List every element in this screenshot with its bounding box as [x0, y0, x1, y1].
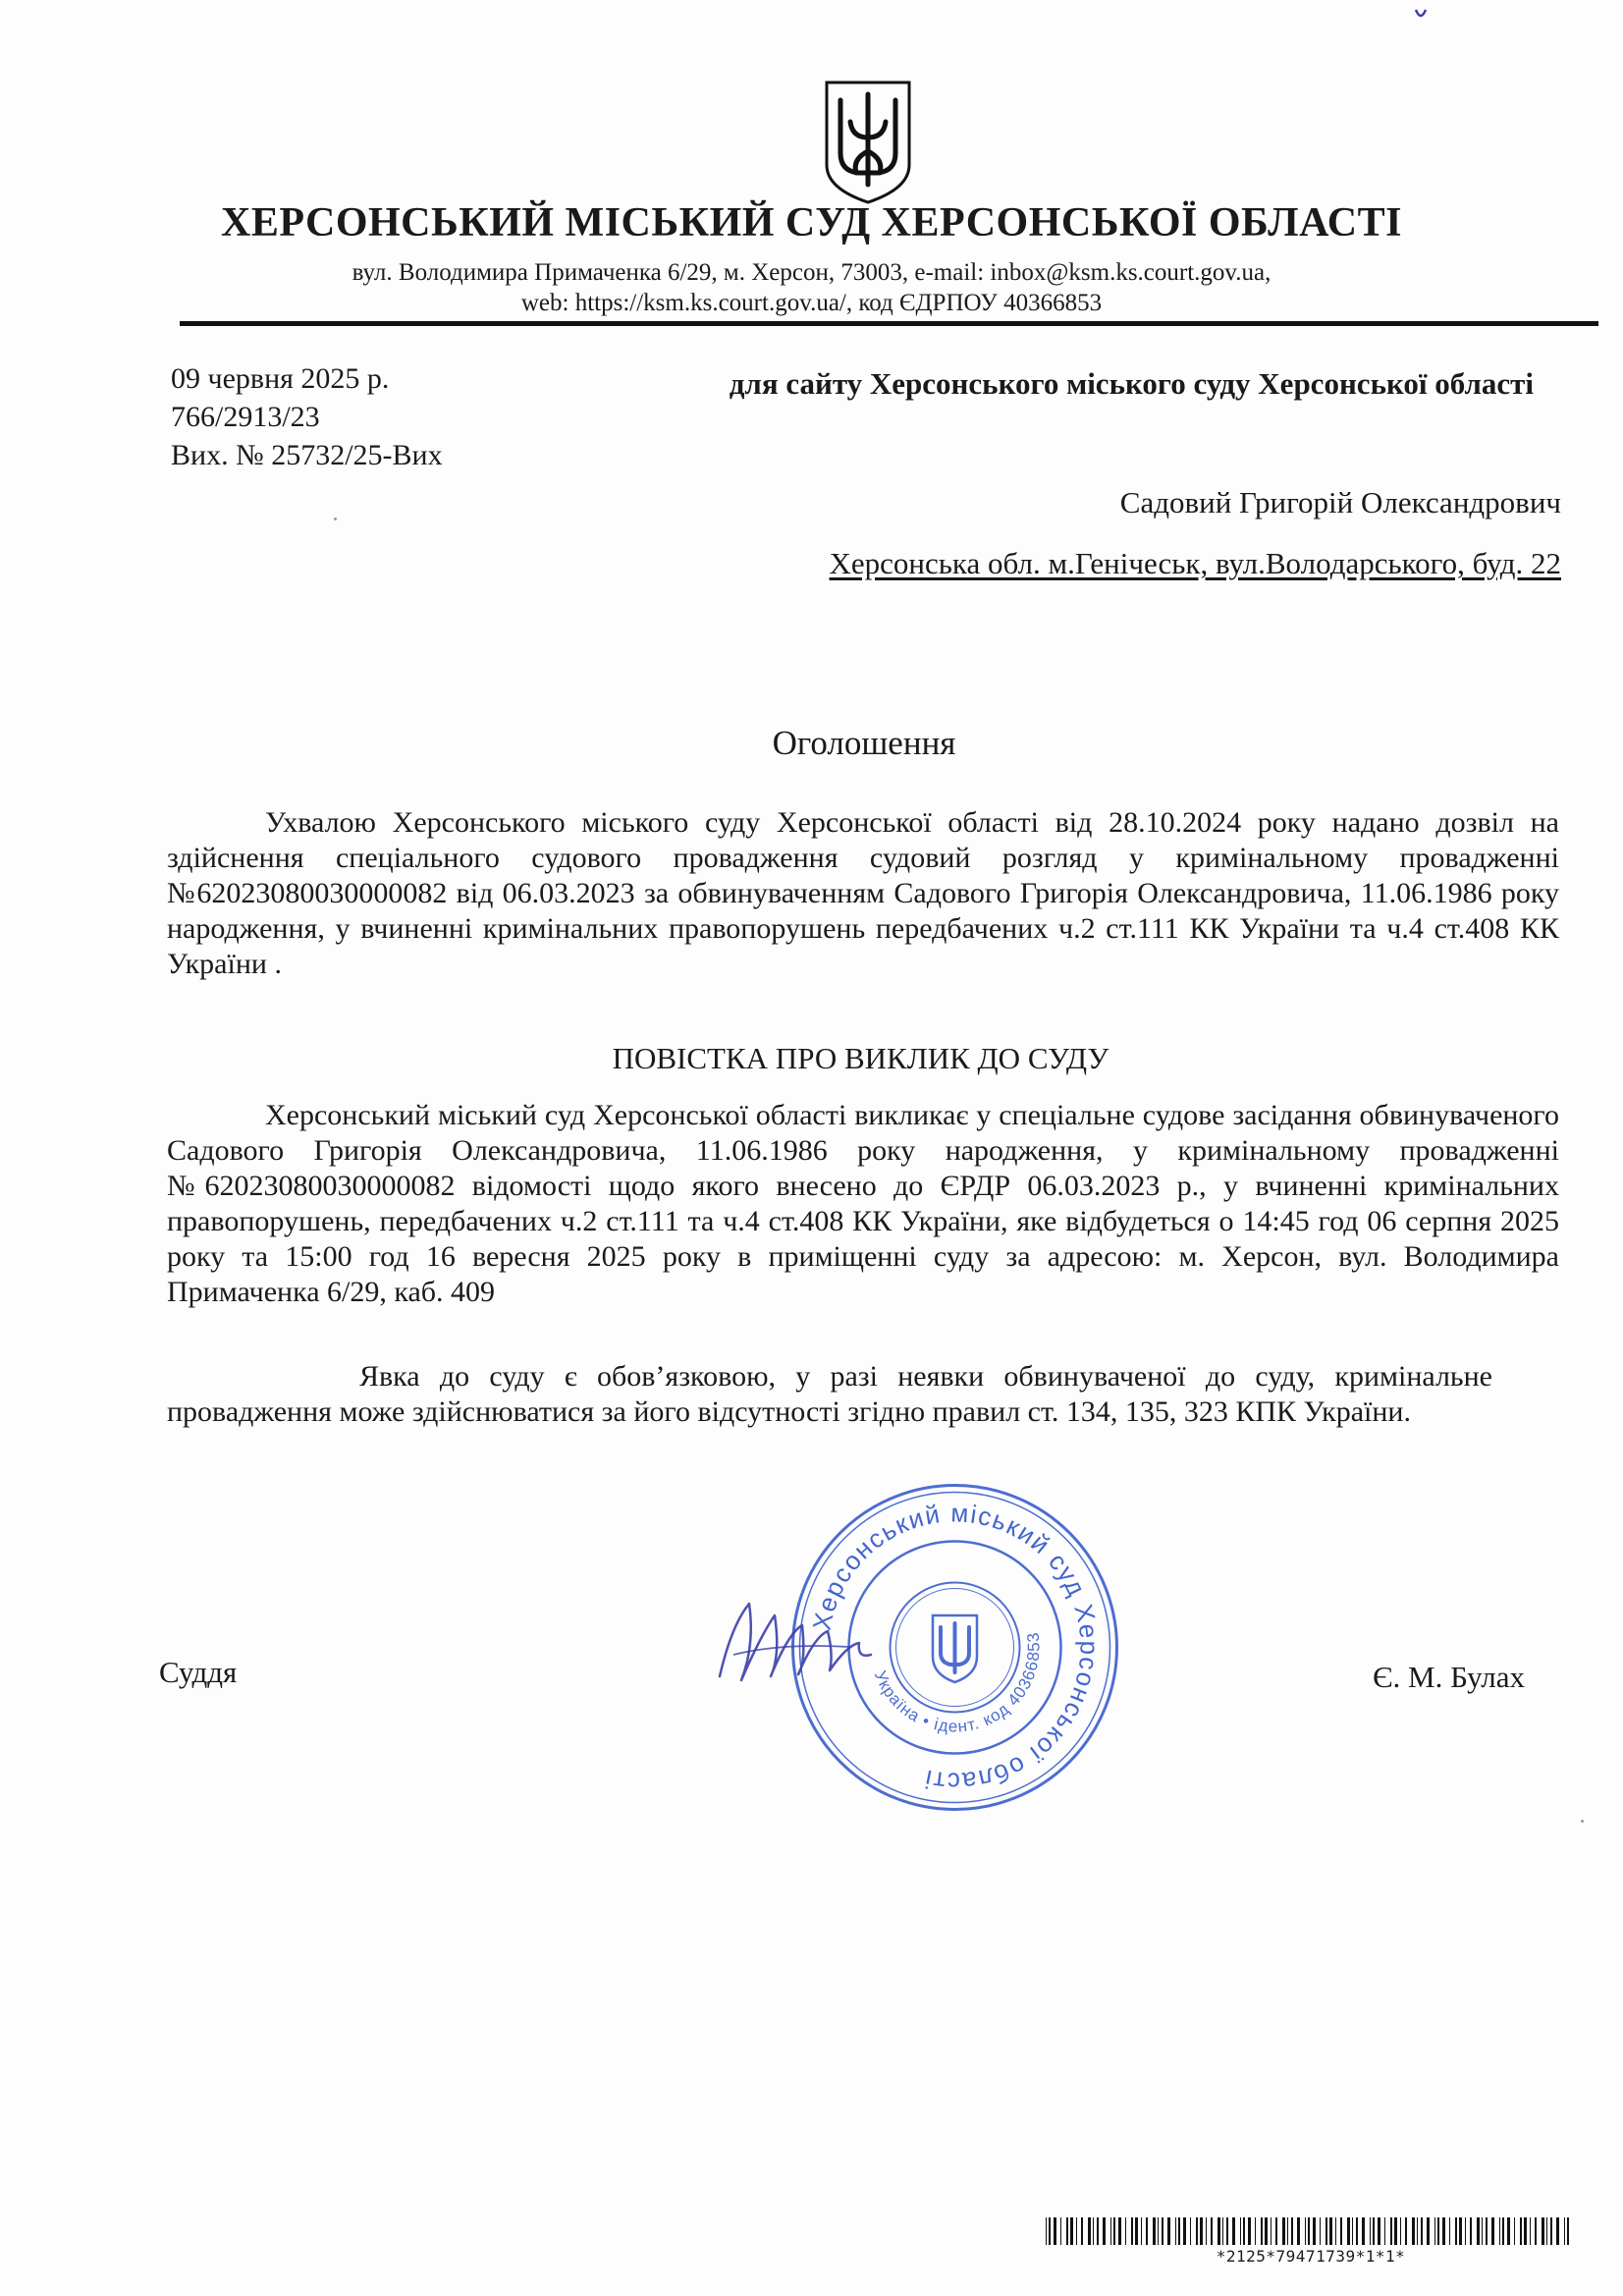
- barcode-bar: [1282, 2217, 1285, 2245]
- barcode-bar: [1417, 2217, 1418, 2245]
- case-number: 766/2913/23: [171, 401, 320, 433]
- barcode-bar: [1477, 2217, 1480, 2245]
- barcode-bar: [1320, 2217, 1321, 2245]
- barcode-bar: [1265, 2217, 1268, 2245]
- signature-label: Суддя: [159, 1655, 238, 1689]
- barcode-bar: [1113, 2217, 1115, 2245]
- barcode-bar: [1153, 2217, 1156, 2245]
- barcode-bar: [1206, 2217, 1207, 2245]
- summons-notice-block: [167, 1359, 1492, 1430]
- court-address: вул. Володимира Примаченка 6/29, м. Херсон, 73003, e-mail: inbox@ksm.ks.court.gov.ua,: [352, 259, 1271, 286]
- barcode-bar: [1546, 2217, 1547, 2245]
- barcode-bar: [1486, 2217, 1488, 2245]
- barcode-bar: [1240, 2217, 1241, 2245]
- barcode-bar: [1442, 2217, 1445, 2245]
- barcode-bar: [1103, 2217, 1106, 2245]
- barcode-bar: [1110, 2217, 1111, 2245]
- barcode-bar: [1305, 2217, 1306, 2245]
- barcode-bar: [1514, 2217, 1515, 2245]
- document-date: 09 червня 2025 р.: [171, 362, 390, 395]
- scan-dot: [1581, 1820, 1584, 1823]
- barcode-bar: [1455, 2217, 1457, 2245]
- barcode-bar: [1217, 2217, 1220, 2245]
- barcode-text: *2125*79471739*1*1*: [1216, 2247, 1406, 2266]
- barcode-bar: [1405, 2217, 1407, 2245]
- barcode-bar: [1542, 2217, 1544, 2245]
- barcode-bar: [1190, 2217, 1191, 2245]
- barcode-bar: [1226, 2217, 1228, 2245]
- barcode-bar: [1222, 2217, 1223, 2245]
- barcode-bar: [1378, 2217, 1380, 2245]
- barcode-bar: [1535, 2217, 1537, 2245]
- barcode-bar: [1491, 2217, 1494, 2245]
- recipient-address-line: [0, 546, 1561, 581]
- announcement-text: Ухвалою Херсонського міського суду Херсонської області від 28.10.2024 року надано дозвіл на здійснення спеціального судового провадження судовий розгляд у кримінальному провадженні №62023080030000082 від 06.03.2023 за обвинуваченням Садового Григорія Олександровича, 11.06.1986 року народження, у вчиненні кримінальних правопорушень передбачених ч.2 ст.111 КК України та ч.4 ст.408 КК України .: [167, 806, 1559, 980]
- barcode-bar: [1287, 2217, 1288, 2245]
- header-divider: [180, 321, 1598, 326]
- barcode-bar: [1081, 2217, 1083, 2245]
- judge-name: Є. М. Булах: [1373, 1660, 1525, 1694]
- outgoing-number: Вих. № 25732/25-Вих: [171, 439, 443, 471]
- barcode-bar: [1470, 2217, 1472, 2245]
- seal-outer-text: Херсонський міський суд Херсонської області: [806, 1498, 1105, 1797]
- barcode-bar: [1362, 2217, 1365, 2245]
- barcode-bar: [1076, 2217, 1077, 2245]
- seal-inner-text: Україна • ідент. код 40366853: [870, 1630, 1044, 1736]
- recipient-address: Херсонська обл. м.Генічеськ, вул.Володарського, буд. 22: [829, 546, 1561, 580]
- barcode-bar: [1373, 2217, 1375, 2245]
- barcode-bar: [1243, 2217, 1245, 2245]
- barcode-bar: [1162, 2217, 1163, 2245]
- barcode-bar: [1434, 2217, 1435, 2245]
- barcode-bar: [1297, 2217, 1300, 2245]
- barcode-bar: [1556, 2217, 1559, 2245]
- barcode-bar: [1060, 2217, 1061, 2245]
- barcode-bar: [1093, 2217, 1094, 2245]
- barcode-bar: [1352, 2217, 1353, 2245]
- summons-text: Херсонський міський суд Херсонської області викликає у спеціальне судове засідання обвинуваченого Садового Григорія Олександровича, 11.06.1986 року народження, у кримінальному провадженні №62023080030000082 відомості щодо якого внесено до ЄРДР 06.03.2023 р., у вчиненні кримінальних правопорушень, передбачених ч.2 ст.111 та ч.4 ст.408 КК України, яке відбудеться о 14:45 год 06 серпня 2025 року та 15:00 год 16 вересня 2025 року в приміщенні суду за адресою: м. Херсон, вул. Володимира Примаченка 6/29, каб. 409: [167, 1099, 1559, 1308]
- barcode-bar: [1146, 2217, 1148, 2245]
- barcode-bar: [1329, 2217, 1332, 2245]
- barcode-bar: [1175, 2217, 1176, 2245]
- barcode-bar: [1054, 2217, 1056, 2245]
- barcode-bar: [1347, 2217, 1350, 2245]
- barcode-bar: [1390, 2217, 1392, 2245]
- barcode-bar: [1049, 2217, 1051, 2245]
- document-barcode: [1046, 2217, 1576, 2245]
- barcode-bar: [1167, 2217, 1170, 2245]
- barcode-bar: [1421, 2217, 1423, 2245]
- summons-notice: Явка до суду є обов’язковою, у разі неявки обвинуваченої до суду, кримінальне провадження може здійснюватися за його відсутності згідно правил ст. 134, 135, 323 КПК України.: [167, 1360, 1492, 1428]
- barcode-bar: [1232, 2217, 1235, 2245]
- barcode-bar: [1313, 2217, 1316, 2245]
- barcode-bar: [1261, 2217, 1263, 2245]
- barcode-bar: [1066, 2217, 1068, 2245]
- addressee-site-note: для сайту Херсонського міського суду Херсонської області: [729, 366, 1534, 401]
- barcode-bar: [1502, 2217, 1504, 2245]
- barcode-bar: [1356, 2217, 1358, 2245]
- barcode-bar: [1524, 2217, 1527, 2245]
- barcode-bar: [1427, 2217, 1430, 2245]
- scan-dot: [334, 518, 337, 520]
- barcode-bar: [1400, 2217, 1401, 2245]
- coat-of-arms-icon: [823, 79, 913, 206]
- court-web-and-code: web: https://ksm.ks.court.gov.ua/, код ЄДРПОУ 40366853: [520, 290, 1103, 316]
- barcode-bar: [1384, 2217, 1385, 2245]
- barcode-bar: [1449, 2217, 1450, 2245]
- barcode-bar: [1550, 2217, 1552, 2245]
- barcode-bar: [1482, 2217, 1483, 2245]
- barcode-bar: [1135, 2217, 1138, 2245]
- barcode-bar: [1567, 2217, 1569, 2245]
- barcode-bar: [1499, 2217, 1500, 2245]
- announcement-title: Оголошення: [772, 724, 956, 762]
- barcode-bar: [1412, 2217, 1415, 2245]
- court-name: ХЕРСОНСЬКИЙ МІСЬКИЙ СУД ХЕРСОНСЬКОЇ ОБЛАСТІ: [220, 200, 1403, 246]
- barcode-bar: [1507, 2217, 1510, 2245]
- barcode-bar: [1200, 2217, 1203, 2245]
- barcode-bar: [1046, 2217, 1047, 2245]
- barcode-bar: [1291, 2217, 1293, 2245]
- barcode-bar: [1178, 2217, 1180, 2245]
- recipient-name: Садовий Григорій Олександрович: [1119, 485, 1561, 519]
- barcode-bar: [1340, 2217, 1342, 2245]
- barcode-bar: [1520, 2217, 1522, 2245]
- summons-title: ПОВІСТКА ПРО ВИКЛИК ДО СУДУ: [612, 1041, 1109, 1075]
- barcode-bar: [1211, 2217, 1213, 2245]
- barcode-bar: [1275, 2217, 1277, 2245]
- barcode-bar: [1088, 2217, 1091, 2245]
- barcode-bar: [1335, 2217, 1336, 2245]
- barcode-bar: [1465, 2217, 1466, 2245]
- barcode-bar: [1118, 2217, 1121, 2245]
- barcode-bar: [1325, 2217, 1327, 2245]
- barcode-bar: [1564, 2217, 1565, 2245]
- barcode-bar: [1308, 2217, 1310, 2245]
- barcode-bar: [1131, 2217, 1133, 2245]
- barcode-bar: [1370, 2217, 1371, 2245]
- barcode-bar: [1097, 2217, 1099, 2245]
- barcode-bar: [1248, 2217, 1251, 2245]
- barcode-bar: [1125, 2217, 1126, 2245]
- barcode-bar: [1437, 2217, 1439, 2245]
- barcode-bar: [1196, 2217, 1198, 2245]
- barcode-bar: [1141, 2217, 1142, 2245]
- barcode-bar: [1070, 2217, 1073, 2245]
- barcode-bar: [1255, 2217, 1256, 2245]
- barcode-bar: [1530, 2217, 1531, 2245]
- barcode-bar: [1459, 2217, 1462, 2245]
- barcode-bar: [1158, 2217, 1159, 2245]
- scan-mark: [1414, 8, 1428, 24]
- barcode-bar: [1183, 2217, 1186, 2245]
- barcode-bar: [1394, 2217, 1397, 2245]
